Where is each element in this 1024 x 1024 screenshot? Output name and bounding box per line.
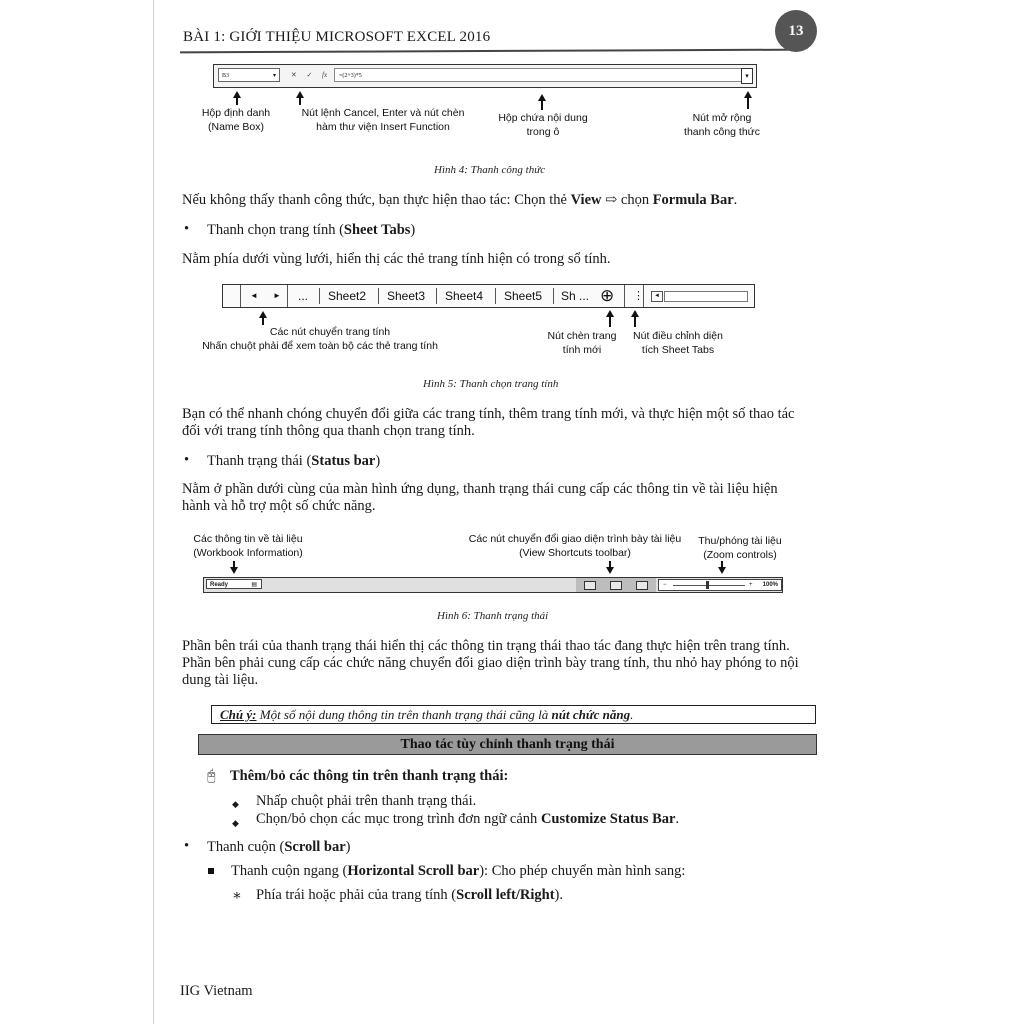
tab-divider <box>240 285 241 307</box>
formula-bar-instruction: Nếu không thấy thanh công thức, bạn thực hiện thao tác: Chọn thẻ View ⇨ chọn Formula Bar. <box>182 192 738 208</box>
mouse-pointer-icon: 🖰 <box>207 768 216 784</box>
bullet-dot: • <box>184 838 190 854</box>
page-left-rule <box>153 0 154 1024</box>
sheet-tab: Sheet2 <box>328 289 367 303</box>
scroll-left-icon: ◄ <box>250 291 258 300</box>
tab-divider <box>436 288 437 304</box>
arrow-stem <box>541 100 543 110</box>
tab-divider <box>495 288 496 304</box>
customize-section-title: Thao tác tùy chỉnh thanh trạng thái <box>198 734 817 755</box>
header-divider <box>180 49 800 54</box>
add-sheet-icon: ⊕ <box>600 286 615 305</box>
tab-divider <box>624 285 625 307</box>
status-bar-paragraph: Phần bên trái của thanh trạng thái hiển thị các thông tin trạng thái thao tác đang thực hiện trên trang tính. Phần bên phải cung cấp các chức năng chuyển đổi giao diện trình bày trang tính, thu nhỏ hay phóng to nội dung tài liệu. <box>182 638 799 688</box>
tab-divider <box>287 285 288 307</box>
label-tab-navigation: Các nút chuyển trang tính Nhấn chuột phải để xem toàn bộ các thẻ trang tính <box>202 326 438 352</box>
horizontal-scroll-description: Thanh cuộn ngang (Horizontal Scroll bar): Cho phép chuyển màn hình sang: <box>231 863 686 879</box>
status-bar-heading: Thanh trạng thái (Status bar) <box>207 453 381 469</box>
arrow-down-icon <box>606 567 614 574</box>
chevron-down-icon: ▾ <box>272 73 276 79</box>
customize-step-1: Nhấp chuột phải trên thanh trạng thái. <box>256 793 477 809</box>
arrow-stem <box>747 97 749 109</box>
asterisk-bullet-icon: ∗ <box>232 888 242 904</box>
formula-bar-illustration <box>213 64 757 88</box>
view-shortcuts-toolbar <box>576 578 656 592</box>
zoom-slider-track <box>673 585 745 586</box>
label-resize-tabs: Nút điều chỉnh diện tích Sheet Tabs <box>633 330 723 356</box>
sheet-tab: Sh ... <box>561 289 590 303</box>
customize-subheading: Thêm/bỏ các thông tin trên thanh trạng thái: <box>230 768 509 784</box>
label-expand-button: Nút mở rộng thanh công thức <box>684 112 760 138</box>
name-box <box>218 68 280 82</box>
zoom-in-icon: + <box>749 582 753 588</box>
label-content-box: Hộp chứa nội dung trong ô <box>498 112 588 138</box>
sheet-tab: Sheet3 <box>387 289 426 303</box>
formula-content-box: =(2+3)*5 <box>334 68 742 82</box>
tab-divider <box>378 288 379 304</box>
cancel-icon: ✕ <box>290 71 297 79</box>
formula-buttons <box>286 68 332 82</box>
scroll-left-icon: ◄ <box>651 291 663 302</box>
enter-icon: ✓ <box>306 71 313 79</box>
tab-divider <box>553 288 554 304</box>
scroll-bar-heading: Thanh cuộn (Scroll bar) <box>207 839 351 855</box>
figure-4-caption: Hình 4: Thanh công thức <box>434 164 546 176</box>
label-workbook-info: Các thông tin về tài liệu (Workbook Information) <box>193 533 303 559</box>
normal-view-icon <box>584 581 596 590</box>
insert-function-icon: fx <box>322 71 328 79</box>
arrow-stem <box>634 316 636 327</box>
page-layout-view-icon <box>610 581 622 590</box>
arrow-stem <box>262 317 264 325</box>
sheet-tabs-illustration <box>222 284 755 308</box>
label-view-shortcuts: Các nút chuyển đổi giao diện trình bày tài liệu (View Shortcuts toolbar) <box>468 533 682 559</box>
figure-5-caption: Hình 5: Thanh chọn trang tính <box>423 378 559 390</box>
tab-divider <box>319 288 320 304</box>
sheet-tab: Sheet4 <box>445 289 484 303</box>
sheet-tabs-paragraph: Bạn có thể nhanh chóng chuyển đổi giữa các trang tính, thêm trang tính mới, và thực hiện một số thao tác đối với trang tính thông qua thanh chọn trang tính. <box>182 406 795 439</box>
diamond-bullet-icon: ◆ <box>232 818 239 828</box>
label-formula-buttons: Nút lệnh Cancel, Enter và nút chèn hàm thư viện Insert Function <box>301 107 465 133</box>
scroll-left-right-item: Phía trái hoặc phải của trang tính (Scroll left/Right). <box>256 887 563 903</box>
arrow-stem <box>236 97 238 105</box>
sheet-tabs-description: Nằm phía dưới vùng lưới, hiển thị các thẻ trang tính hiện có trong sổ tính. <box>182 251 611 267</box>
arrow-down-icon <box>230 567 238 574</box>
sheet-tab: Sheet5 <box>504 289 543 303</box>
ready-indicator: Ready ▤ <box>206 579 262 589</box>
status-bar-description: Nằm ở phần dưới cùng của màn hình ứng dụng, thanh trạng thái cung cấp các thông tin về tài liệu hiện hành và hỗ trợ một số chức năng. <box>182 481 778 514</box>
expand-formula-bar-icon: ▾ <box>741 68 753 84</box>
arrow-stem <box>299 97 301 105</box>
zoom-level: 100% <box>762 582 778 588</box>
macro-record-icon: ▤ <box>251 582 257 588</box>
note-text: Chú ý: Một số nội dung thông tin trên thanh trạng thái cũng là nút chức năng. <box>220 707 634 722</box>
scroll-right-icon: ► <box>273 291 281 300</box>
resize-handle-icon: ⋮ <box>633 290 644 302</box>
horizontal-scrollbar <box>664 291 748 302</box>
label-zoom-controls: Thu/phóng tài liệu (Zoom controls) <box>698 535 782 561</box>
note-box <box>211 705 816 724</box>
tabs-ellipsis: ... <box>298 289 309 303</box>
zoom-slider-thumb <box>706 581 709 589</box>
tab-divider <box>643 285 644 307</box>
arrow-down-icon <box>718 567 726 574</box>
name-box-value: B3 <box>222 73 230 79</box>
page-break-view-icon <box>636 581 648 590</box>
arrow-stem <box>609 316 611 327</box>
square-bullet-icon <box>208 868 214 874</box>
zoom-out-icon: − <box>663 582 667 588</box>
bullet-dot: • <box>184 221 190 237</box>
label-new-sheet: Nút chèn trang tính mới <box>547 330 617 356</box>
page-number-badge: 13 <box>775 10 817 52</box>
page-footer: IIG Vietnam <box>180 983 253 999</box>
label-name-box: Hộp định danh (Name Box) <box>201 107 271 133</box>
customize-step-2: Chọn/bỏ chọn các mục trong trình đơn ngữ cảnh Customize Status Bar. <box>256 811 680 827</box>
sheet-tabs-heading: Thanh chọn trang tính (Sheet Tabs) <box>207 222 416 238</box>
status-bar-illustration <box>203 577 783 593</box>
figure-6-caption: Hình 6: Thanh trạng thái <box>437 610 549 622</box>
zoom-controls <box>658 579 782 591</box>
bullet-dot: • <box>184 452 190 468</box>
page-header-title: BÀI 1: GIỚI THIỆU MICROSOFT EXCEL 2016 <box>183 29 491 45</box>
diamond-bullet-icon: ◆ <box>232 799 239 809</box>
